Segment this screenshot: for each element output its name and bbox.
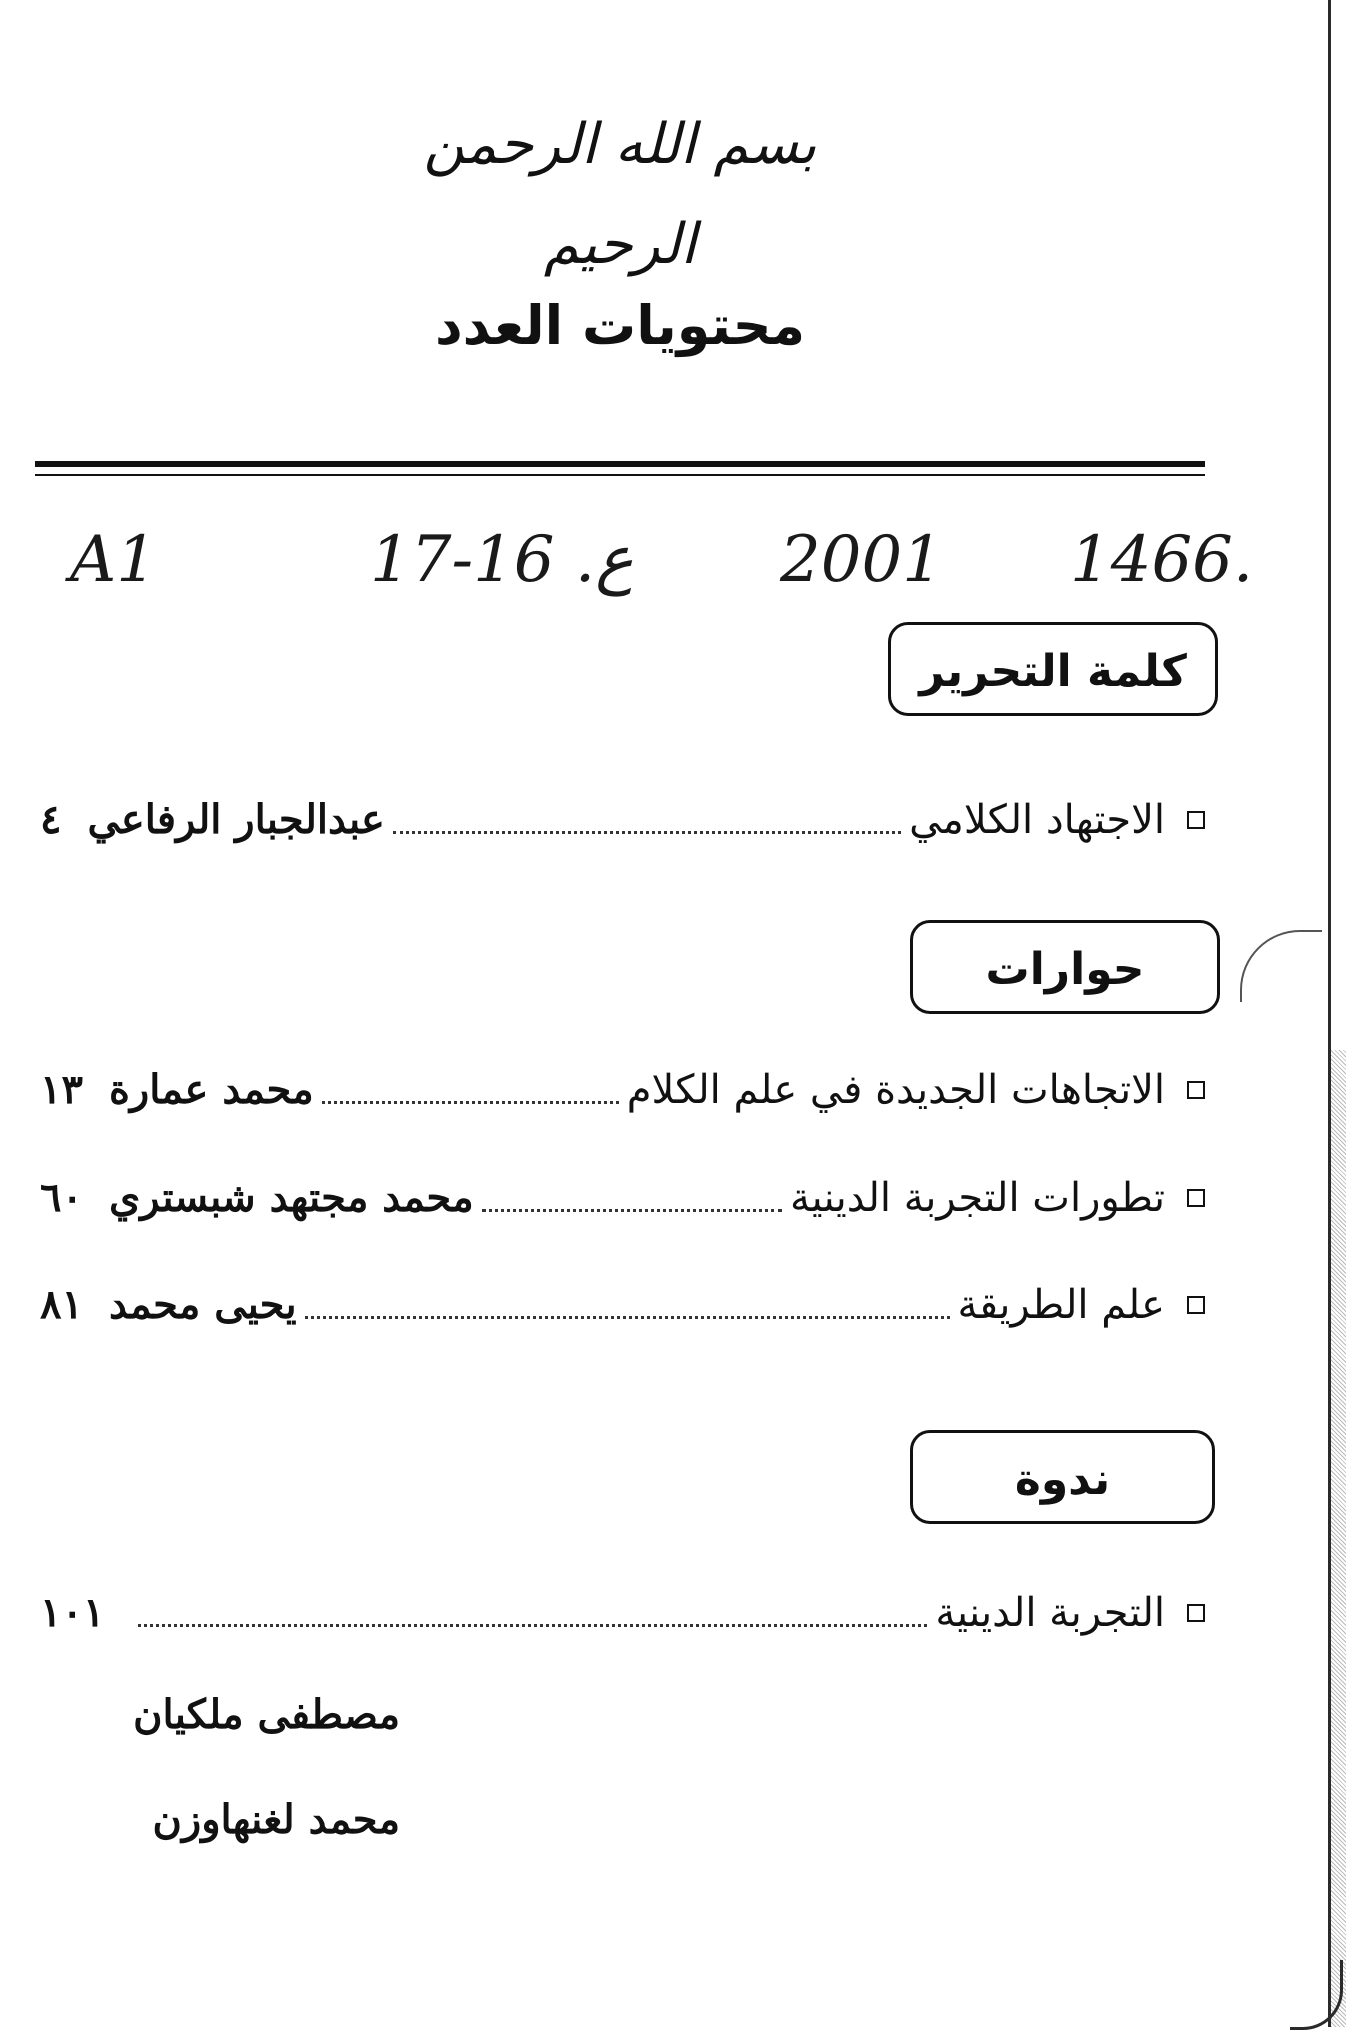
section-heading-editorial: كلمة التحرير <box>888 622 1218 716</box>
section-heading-dialogues: حوارات <box>910 920 1220 1014</box>
dot-leader <box>482 1209 782 1212</box>
toc-entry[interactable] <box>40 1168 1205 1228</box>
toc-entry-author: محمد عمارة <box>108 1066 314 1113</box>
toc-entry-page: ١٣ <box>40 1066 83 1113</box>
bullet-square-icon <box>1187 1296 1205 1314</box>
toc-entry-title: الاجتهاد الكلامي <box>909 797 1165 843</box>
toc-entry-page: ٤ <box>40 796 62 843</box>
page-edge-shadow <box>1331 1050 1346 2027</box>
bullet-square-icon <box>1187 1604 1205 1622</box>
title-rule-thin <box>35 474 1205 476</box>
toc-entry-title: الاتجاهات الجديدة في علم الكلام <box>626 1067 1165 1113</box>
seminar-author: مصطفى ملكيان <box>133 1691 400 1738</box>
seminar-author: محمد لغنهاوزن <box>152 1796 400 1843</box>
section-heading-seminar: ندوة <box>910 1430 1215 1524</box>
bullet-square-icon <box>1187 811 1205 829</box>
toc-entry-title: تطورات التجربة الدينية <box>790 1175 1165 1221</box>
bullet-square-icon <box>1187 1081 1205 1099</box>
margin-pen-mark <box>1240 930 1322 1002</box>
title-rule-thick <box>35 461 1205 467</box>
handwritten-issue: 17-16 .ع <box>370 523 634 597</box>
toc-entry-author: يحيى محمد <box>108 1281 297 1328</box>
toc-entry-page: ٨١ <box>40 1281 83 1328</box>
toc-entry[interactable] <box>40 1583 1205 1643</box>
toc-entry-title: علم الطريقة <box>957 1282 1165 1328</box>
toc-entry-title: التجربة الدينية <box>935 1590 1165 1636</box>
dot-leader <box>138 1624 927 1627</box>
toc-entry[interactable] <box>40 1275 1205 1335</box>
handwritten-year-ad: 2001 <box>780 523 943 597</box>
handwritten-code: A1 <box>70 523 157 597</box>
dot-leader <box>393 831 901 834</box>
toc-entry-page: ١٠١ <box>40 1589 105 1636</box>
handwritten-catalog-note <box>70 520 1300 600</box>
page-title: محتويات العدد <box>434 294 806 357</box>
toc-entry-page: ٦٠ <box>40 1174 83 1221</box>
dot-leader <box>305 1316 950 1319</box>
toc-entry[interactable] <box>40 790 1205 850</box>
toc-entry-author: عبدالجبار الرفاعي <box>87 796 385 843</box>
toc-entry[interactable] <box>40 1060 1205 1120</box>
handwritten-year-ah: 1466. <box>1070 523 1254 597</box>
basmala-calligraphy: بسم الله الرحمن الرحيم <box>423 112 817 277</box>
bullet-square-icon <box>1187 1189 1205 1207</box>
dot-leader <box>322 1101 619 1104</box>
toc-entry-author: محمد مجتهد شبستري <box>108 1174 474 1221</box>
